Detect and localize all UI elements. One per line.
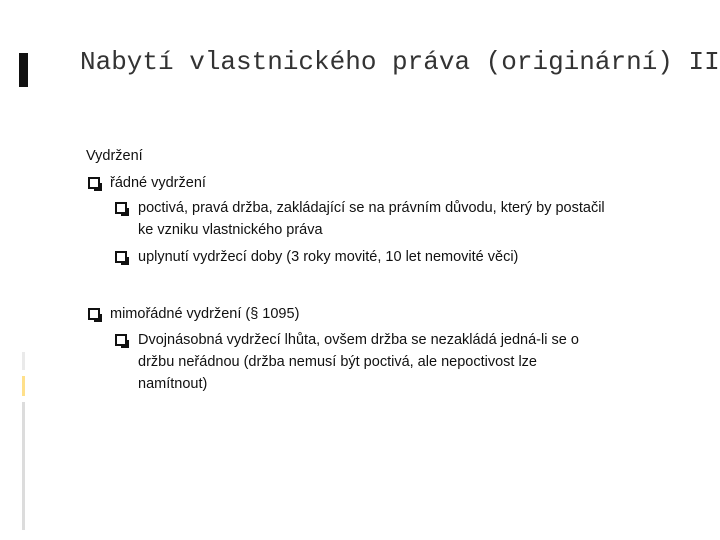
checkbox-bullet-icon <box>115 202 127 214</box>
sub-bullet-text: uplynutí vydržecí doby (3 roky movité, 10 let nemovité věci) <box>138 249 519 265</box>
bullet-item-label: mimořádné vydržení (§ 1095) <box>110 306 300 322</box>
checkbox-bullet-icon <box>88 177 100 189</box>
sub-bullet-text-continued: držbu neřádnou (držba nemusí být poctivá, ale nepoctivost lze <box>138 354 537 370</box>
section-heading: Vydržení <box>86 148 143 164</box>
sub-bullet-text-continued: ke vzniku vlastnického práva <box>138 222 323 238</box>
checkbox-bullet-icon <box>115 334 127 346</box>
checkbox-bullet-icon <box>115 251 127 263</box>
checkbox-bullet-icon <box>88 308 100 320</box>
bullet-item-label: řádné vydržení <box>110 175 206 191</box>
sub-bullet-text: poctivá, pravá držba, zakládající se na právním důvodu, který by postačil <box>138 200 605 216</box>
sub-bullet-text-continued: namítnout) <box>138 376 208 392</box>
sub-bullet-text: Dvojnásobná vydržecí lhůta, ovšem držba se nezakládá jedná-li se o <box>138 332 579 348</box>
slide-title: Nabytí vlastnického práva (originární) II <box>80 47 720 77</box>
